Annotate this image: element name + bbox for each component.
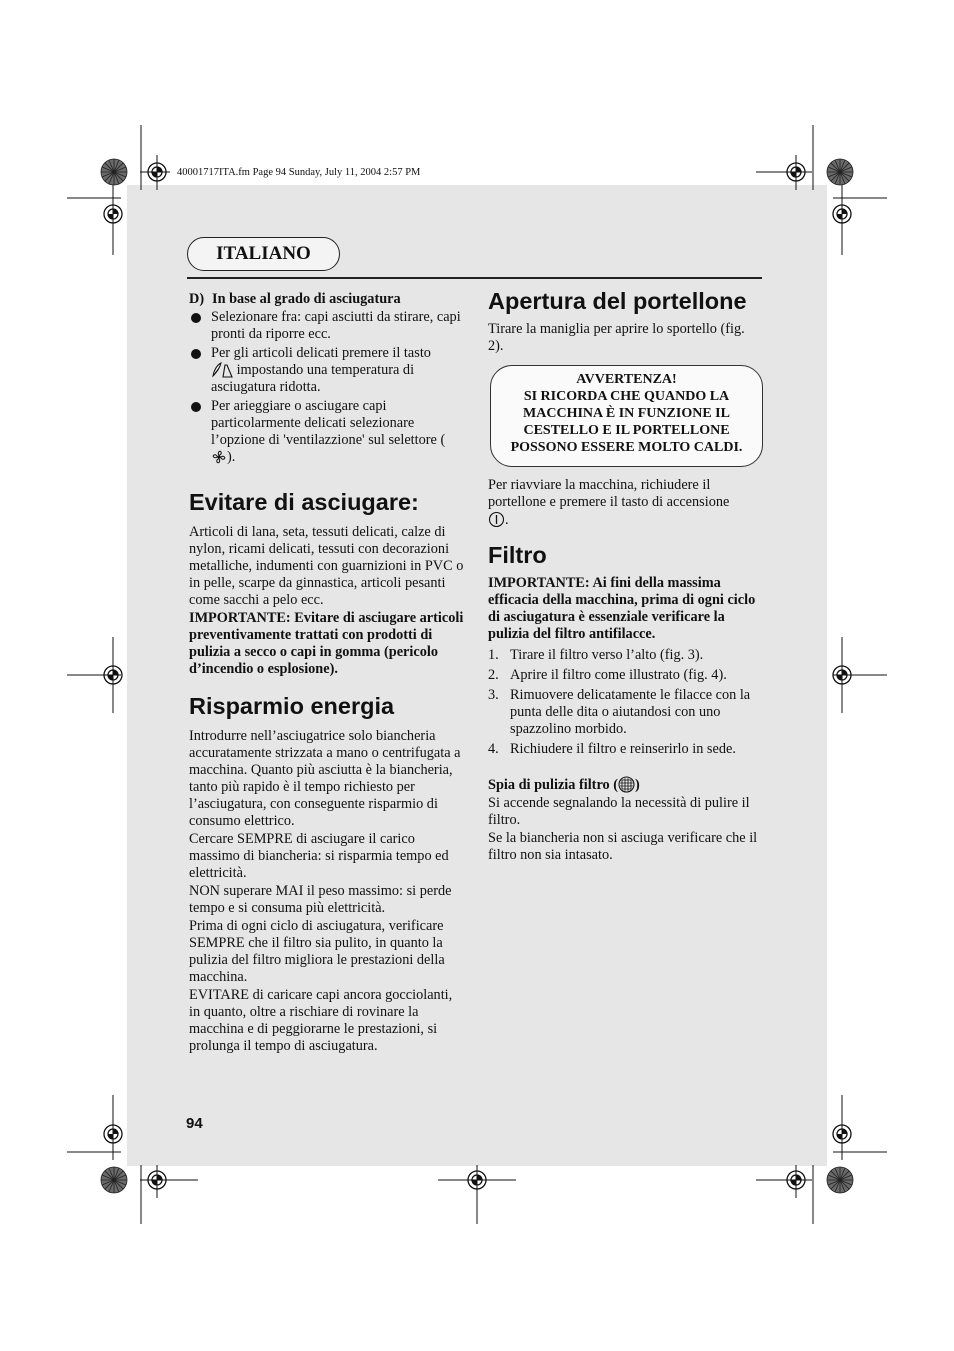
section-title-filtro: Filtro [488, 542, 547, 568]
spia-paragraph: Se la biancheria non si asciuga verificare che il filtro non sia intasato. [488, 830, 758, 863]
list-item: 4. Richiudere il filtro e reinserirlo in sede. [488, 741, 736, 757]
risparmio-paragraph: NON superare MAI il peso massimo: si perde tempo e si consuma più elettricità. [189, 883, 452, 916]
file-info: 40001717ITA.fm Page 94 Sunday, July 11, 2004 2:57 PM [177, 167, 421, 178]
subsection-title: In base al grado di asciugatura [212, 291, 401, 307]
subsection-heading [189, 291, 464, 308]
section-title-apertura: Apertura del portellone [488, 288, 747, 314]
language-tab: ITALIANO [187, 237, 340, 271]
risparmio-body [189, 728, 464, 1055]
warning-title: AVVERTENZA! [576, 372, 677, 387]
feather-iron-icon [211, 362, 233, 378]
left-column [189, 291, 464, 1056]
section-title-evitare: Evitare di asciugare: [189, 489, 419, 515]
risparmio-paragraph: Introdurre nell’asciugatrice solo biancheria accuratamente strizzata a mano o centrifugata a macchina. Quanto più asciutta è la biancheria, tanto più rapido è il tempo richiesto per l’asciugatura, con conseguente risparmio di consumo elettrico. [189, 728, 461, 829]
risparmio-paragraph: Cercare SEMPRE di asciugare il carico massimo di biancheria: si risparmia tempo ed elettricità. [189, 831, 449, 881]
apertura-text: Tirare la maniglia per aprire lo sportello (fig. 2). [488, 321, 745, 354]
power-icon [488, 511, 505, 528]
list-item: Per gli articoli delicati premere il tasto impostando una temperatura di asciugatura ridotta. [189, 345, 464, 396]
section-title-risparmio: Risparmio energia [189, 693, 395, 719]
header-rule [187, 277, 762, 279]
spia-paragraph: Si accende segnalando la necessità di pulire il filtro. [488, 795, 750, 828]
filter-steps [488, 647, 763, 758]
warning-box [490, 365, 763, 467]
list-item: Selezionare fra: capi asciutti da stirare, capi pronti da riporre ecc. [189, 309, 464, 343]
evitare-text: Articoli di lana, seta, tessuti delicati, calze di nylon, ricami delicati, tessuti con decorazioni metalliche, indumenti con guarnizioni in PVC o in pelle, scarpe da ginnastica, articoli pesanti come sacchi a pelo ecc. [189, 524, 464, 608]
list-item: Per arieggiare o asciugare capi particolarmente delicati selezionare l’opzione di 'ventilazzione' sul selettore ( ). [189, 398, 464, 466]
risparmio-paragraph: EVITARE di caricare capi ancora gocciolanti, in quanto, oltre a rischiare di rovinare la macchina e di peggiorarne le prestazioni, si prolunga il tempo di asciugatura. [189, 987, 453, 1054]
right-column [488, 288, 763, 865]
subsection-label: D) [189, 291, 205, 307]
list-item: 1. Tirare il filtro verso l’alto (fig. 3). [488, 647, 704, 663]
list-item: 2. Aprire il filtro come illustrato (fig. 4). [488, 667, 727, 683]
fan-icon [211, 449, 227, 465]
riavvio-text: Per riavviare la macchina, richiudere il portellone e premere il tasto di accensione . [488, 477, 730, 528]
page-number: 94 [186, 1115, 203, 1132]
filtro-important: IMPORTANTE: Ai fini della massima efficacia della macchina, prima di ogni ciclo di asciugatura è essenziale verificare la pulizia del filtro antifilacce. [488, 575, 756, 642]
option-bullets [189, 309, 464, 466]
filter-grid-icon [618, 776, 635, 793]
evitare-important: IMPORTANTE: Evitare di asciugare articoli preventivamente trattati con prodotti di pulizia a secco o capi in gomma (pericolo d’incendio o esplosione). [189, 610, 464, 677]
spia-heading: Spia di pulizia filtro ( ) [488, 777, 640, 793]
list-item: 3. Rimuovere delicatamente le filacce con la punta delle dita o aiutandosi con uno spazzolino morbido. [488, 687, 751, 737]
risparmio-paragraph: Prima di ogni ciclo di asciugatura, verificare SEMPRE che il filtro sia pulito, in quanto la pulizia del filtro migliora le prestazioni della macchina. [189, 918, 445, 985]
warning-text: SI RICORDA CHE QUANDO LA MACCHINA È IN FUNZIONE IL CESTELLO E IL PORTELLONE POSSONO ESSERE MOLTO CALDI. [510, 389, 743, 455]
